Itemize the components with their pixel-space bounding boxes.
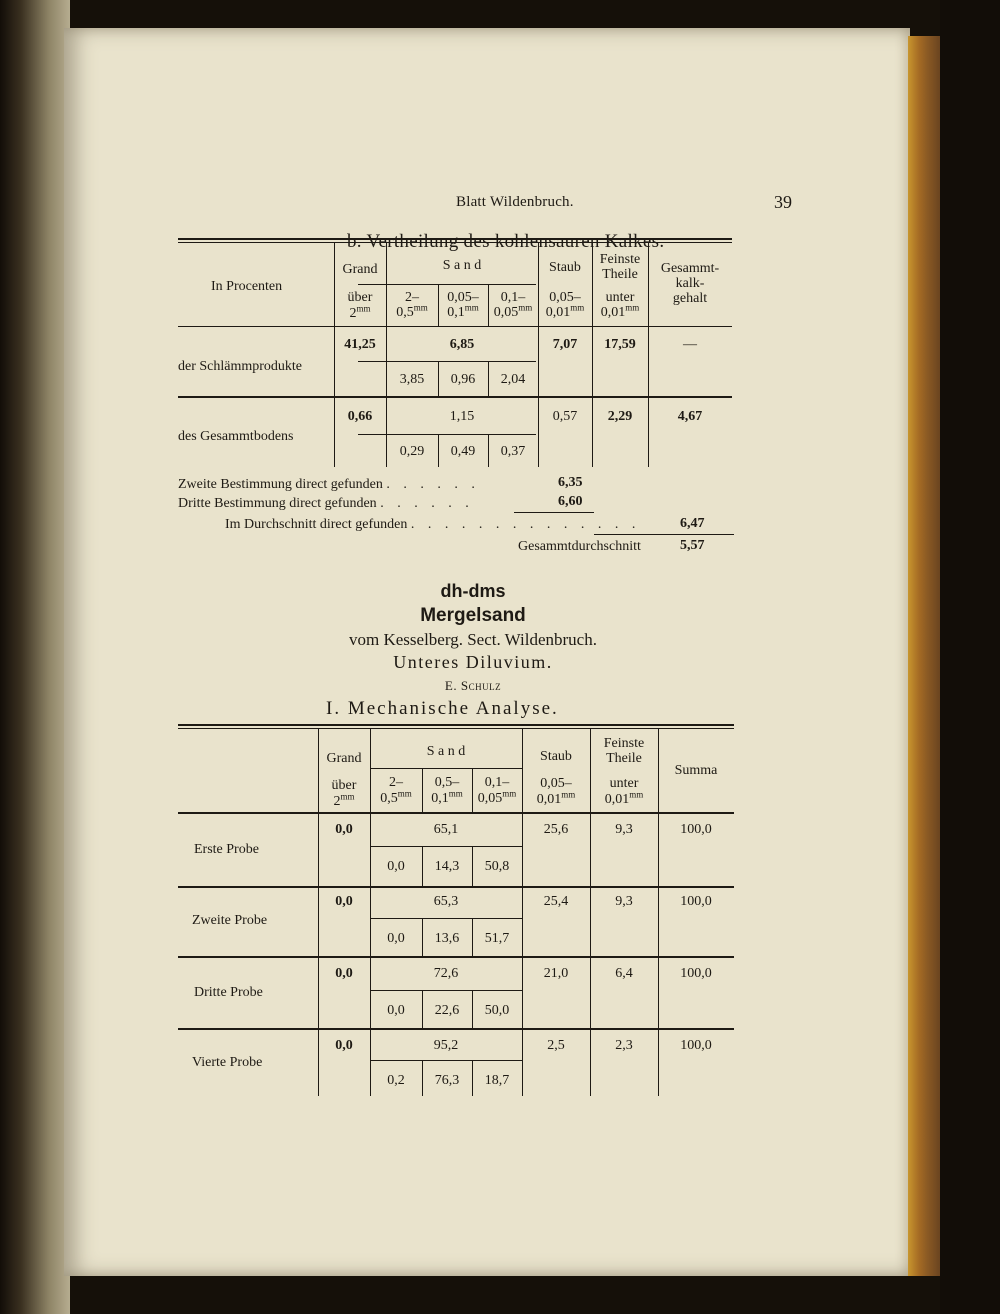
cell-staub: 21,0	[543, 966, 569, 981]
cell-sand2: 14,3	[434, 859, 460, 874]
col-grand-unit: $2^{mm}$	[349, 303, 371, 321]
cell-staub: 0,57	[552, 409, 578, 424]
cell-sand2: 0,49	[450, 444, 476, 459]
sample-location: vom Kesselberg. Sect. Wildenbruch.	[349, 630, 597, 649]
cell-gesammt: —	[683, 337, 697, 352]
cell-sand3: 51,7	[484, 931, 510, 946]
zweite-label: Zweite Bestimmung direct gefunden . . . . . .	[178, 477, 480, 492]
cell-sand1: 3,85	[399, 372, 425, 387]
row-label: Zweite Probe	[192, 913, 268, 928]
cell-feinste: 9,3	[615, 822, 633, 837]
col-grand-header: Grand	[326, 751, 362, 766]
cell-grand: 0,66	[347, 409, 373, 424]
col-grand-sub: über	[347, 290, 373, 305]
zweite-value: 6,35	[558, 475, 583, 490]
cell-grand: 41,25	[344, 337, 376, 352]
col-grand-header: Grand	[342, 262, 378, 277]
cell-summa: 100,0	[680, 822, 712, 837]
mean-value: 6,47	[680, 516, 705, 531]
col-feinste-header-1: Feinste	[603, 736, 645, 751]
col-summa-header: Summa	[674, 763, 718, 778]
cell-feinste: 9,3	[615, 894, 633, 909]
cell-feinste: 2,29	[607, 409, 633, 424]
col-sand2-header: 0,05–	[447, 290, 479, 305]
cell-feinste: 2,3	[615, 1038, 633, 1053]
cell-sand-total: 65,3	[433, 894, 459, 909]
cell-sand2: 0,96	[450, 372, 476, 387]
col-feinste-sub: unter	[605, 290, 635, 305]
cell-grand: 0,0	[335, 1038, 353, 1053]
row-label: Erste Probe	[194, 842, 259, 857]
total-value: 5,57	[680, 538, 705, 553]
total-label: Gesammtdurchschnitt	[518, 539, 641, 554]
page-number: 39	[774, 192, 792, 212]
cell-gesammt: 4,67	[677, 409, 703, 424]
running-title: Blatt Wildenbruch.	[456, 194, 574, 210]
cell-staub: 2,5	[547, 1038, 565, 1053]
col-sand-header: S a n d	[442, 258, 482, 273]
cell-sand1: 0,2	[387, 1073, 405, 1088]
col-sand1-unit: $0,5^{mm}$	[396, 302, 428, 320]
col-feinste-unit: $0,01^{mm}$	[604, 789, 644, 807]
cell-sand-total: 72,6	[433, 966, 459, 981]
cell-sand3: 50,8	[484, 859, 510, 874]
col-staub-header: Staub	[540, 749, 572, 764]
col-feinste-sub: unter	[609, 776, 639, 791]
analysis-subtitle: I. Mechanische Analyse.	[326, 698, 559, 719]
col-label-header: In Procenten	[211, 279, 283, 294]
col-feinste-unit: $0,01^{mm}$	[600, 302, 640, 320]
cell-sand2: 13,6	[434, 931, 460, 946]
cell-sand-total: 1,15	[449, 409, 475, 424]
col-sand-header: S a n d	[426, 744, 466, 759]
col-feinste-header-2: Theile	[606, 751, 642, 766]
col-staub-sub: 0,05–	[549, 290, 581, 305]
cell-sand1: 0,0	[387, 931, 405, 946]
left-page-edge	[0, 0, 70, 1314]
cell-sand3: 18,7	[484, 1073, 510, 1088]
cell-sand1: 0,0	[387, 1003, 405, 1018]
book-spine	[908, 36, 940, 1276]
cell-sand2: 76,3	[434, 1073, 460, 1088]
col-sand3-header: 0,1–	[500, 290, 526, 305]
col-staub-header: Staub	[549, 260, 581, 275]
dritte-value: 6,60	[558, 494, 583, 509]
cell-sand2: 22,6	[434, 1003, 460, 1018]
col-staub-unit: $0,01^{mm}$	[545, 302, 585, 320]
right-background	[940, 0, 1000, 1314]
cell-sand3: 0,37	[500, 444, 526, 459]
cell-sand1: 0,0	[387, 859, 405, 874]
col-sand3-unit: $0,05^{mm}$	[477, 788, 517, 806]
cell-sand3: 50,0	[484, 1003, 510, 1018]
page	[64, 28, 910, 1276]
row-label: des Gesammtbodens	[178, 429, 294, 444]
cell-staub: 25,6	[543, 822, 569, 837]
cell-summa: 100,0	[680, 966, 712, 981]
mean-label: Im Durchschnitt direct gefunden . . . . . . . . . . . . . .	[225, 517, 641, 532]
col-grand-sub: über	[331, 778, 357, 793]
col-sand1-header: 2–	[389, 775, 403, 790]
col-sand2-unit: $0,1^{mm}$	[447, 302, 479, 320]
col-feinste-header-2: Theile	[602, 267, 638, 282]
formation-name: Unteres Diluvium.	[393, 652, 553, 672]
col-gesammt-header-2: kalk-	[675, 276, 705, 291]
cell-sand-total: 65,1	[433, 822, 459, 837]
cell-feinste: 17,59	[604, 337, 636, 352]
cell-sand3: 2,04	[500, 372, 526, 387]
cell-grand: 0,0	[335, 894, 353, 909]
row-label: der Schlämmprodukte	[178, 359, 303, 374]
row-label: Vierte Probe	[192, 1055, 263, 1070]
cell-sand1: 0,29	[399, 444, 425, 459]
col-staub-sub: 0,05–	[540, 776, 572, 791]
col-staub-unit: $0,01^{mm}$	[536, 789, 576, 807]
col-sand2-unit: $0,1^{mm}$	[431, 788, 463, 806]
formation-symbol: dh-dms	[440, 581, 506, 601]
cell-grand: 0,0	[335, 966, 353, 981]
cell-feinste: 6,4	[615, 966, 633, 981]
col-sand3-header: 0,1–	[484, 775, 510, 790]
cell-sand-total: 95,2	[433, 1038, 459, 1053]
cell-summa: 100,0	[680, 1038, 712, 1053]
row-label: Dritte Probe	[194, 985, 263, 1000]
cell-sand-total: 6,85	[449, 337, 475, 352]
col-sand3-unit: $0,05^{mm}$	[493, 302, 533, 320]
col-sand1-unit: $0,5^{mm}$	[380, 788, 412, 806]
col-feinste-header-1: Feinste	[599, 252, 641, 267]
col-sand1-header: 2–	[405, 290, 419, 305]
col-gesammt-header-3: gehalt	[672, 291, 708, 306]
col-gesammt-header-1: Gesammt-	[660, 261, 720, 276]
col-grand-unit: $2^{mm}$	[333, 791, 355, 809]
analyst-name: E. Schulz	[444, 678, 502, 693]
dritte-label: Dritte Bestimmung direct gefunden . . . . . .	[178, 496, 474, 511]
sample-name: Mergelsand	[420, 605, 526, 626]
col-sand2-header: 0,5–	[434, 775, 460, 790]
cell-staub: 25,4	[543, 894, 569, 909]
cell-staub: 7,07	[552, 337, 578, 352]
cell-grand: 0,0	[335, 822, 353, 837]
cell-summa: 100,0	[680, 894, 712, 909]
